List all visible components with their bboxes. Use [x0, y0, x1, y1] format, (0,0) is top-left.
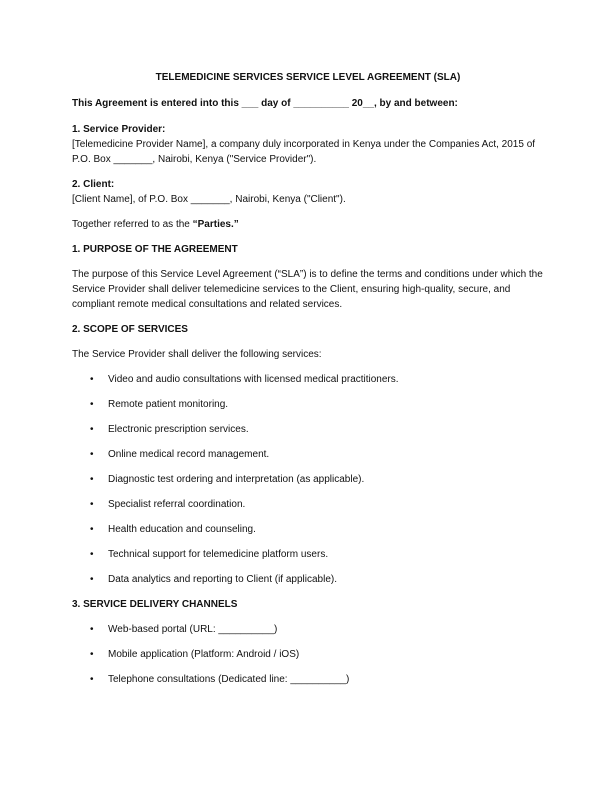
list-item-text: Web-based portal (URL: __________)	[108, 624, 278, 635]
list-item	[72, 497, 544, 512]
bullet-icon: •	[90, 574, 94, 585]
list-item	[72, 672, 544, 687]
list-item	[72, 447, 544, 462]
bullet-icon: •	[90, 374, 94, 385]
list-item	[72, 522, 544, 537]
agreement-intro: This Agreement is entered into this ___ day of __________ 20__, by and between:	[72, 98, 458, 109]
bullet-icon: •	[90, 474, 94, 485]
list-item-text: Diagnostic test ordering and interpretation (as applicable).	[108, 474, 365, 485]
section-purpose-heading: 1. PURPOSE OF THE AGREEMENT	[72, 244, 238, 255]
list-item	[72, 547, 544, 562]
section-scope-intro: The Service Provider shall deliver the following services:	[72, 349, 322, 360]
section-channels-heading: 3. SERVICE DELIVERY CHANNELS	[72, 599, 238, 610]
list-item	[72, 647, 544, 662]
list-item-text: Data analytics and reporting to Client (if applicable).	[108, 574, 338, 585]
bullet-icon: •	[90, 649, 94, 660]
list-item-text: Health education and counseling.	[108, 524, 256, 535]
list-item	[72, 622, 544, 637]
parties-term: “Parties.”	[192, 219, 239, 230]
list-item-text: Telephone consultations (Dedicated line: __________)	[108, 674, 350, 685]
client-text: [Client Name], of P.O. Box _______, Nairobi, Kenya ("Client").	[72, 194, 346, 205]
bullet-icon: •	[90, 524, 94, 535]
list-item	[72, 372, 544, 387]
delivery-channels-list	[72, 622, 544, 687]
parties-prefix: Together referred to as the	[72, 219, 193, 230]
service-provider-text: [Telemedicine Provider Name], a company duly incorporated in Kenya under the Companies Act, 2015 of P.O. Box _______, Nairobi, Kenya ("Service Provider").	[72, 139, 536, 165]
list-item	[72, 472, 544, 487]
list-item-text: Electronic prescription services.	[108, 424, 249, 435]
scope-services-list	[72, 372, 544, 587]
list-item-text: Technical support for telemedicine platform users.	[108, 549, 329, 560]
list-item-text: Remote patient monitoring.	[108, 399, 229, 410]
bullet-icon: •	[90, 549, 94, 560]
document-body	[72, 70, 544, 697]
section-scope-heading: 2. SCOPE OF SERVICES	[72, 324, 188, 335]
bullet-icon: •	[90, 399, 94, 410]
bullet-icon: •	[90, 674, 94, 685]
list-item-text: Online medical record management.	[108, 449, 270, 460]
service-provider-heading: 1. Service Provider:	[72, 124, 166, 135]
list-item	[72, 397, 544, 412]
parties-definition	[72, 217, 544, 232]
bullet-icon: •	[90, 449, 94, 460]
list-item	[72, 422, 544, 437]
list-item-text: Video and audio consultations with licensed medical practitioners.	[108, 374, 399, 385]
bullet-icon: •	[90, 499, 94, 510]
list-item-text: Specialist referral coordination.	[108, 499, 246, 510]
document-title: TELEMEDICINE SERVICES SERVICE LEVEL AGREEMENT (SLA)	[155, 72, 461, 83]
bullet-icon: •	[90, 624, 94, 635]
client-heading: 2. Client:	[72, 179, 115, 190]
bullet-icon: •	[90, 424, 94, 435]
list-item	[72, 572, 544, 587]
list-item-text: Mobile application (Platform: Android / iOS)	[108, 649, 300, 660]
section-purpose-text: The purpose of this Service Level Agreement (“SLA”) is to define the terms and conditions under which the Service Provider shall deliver telemedicine services to the Client, ensuring high-quality, secure, and compliant remote medical consultations and related services.	[72, 269, 543, 310]
